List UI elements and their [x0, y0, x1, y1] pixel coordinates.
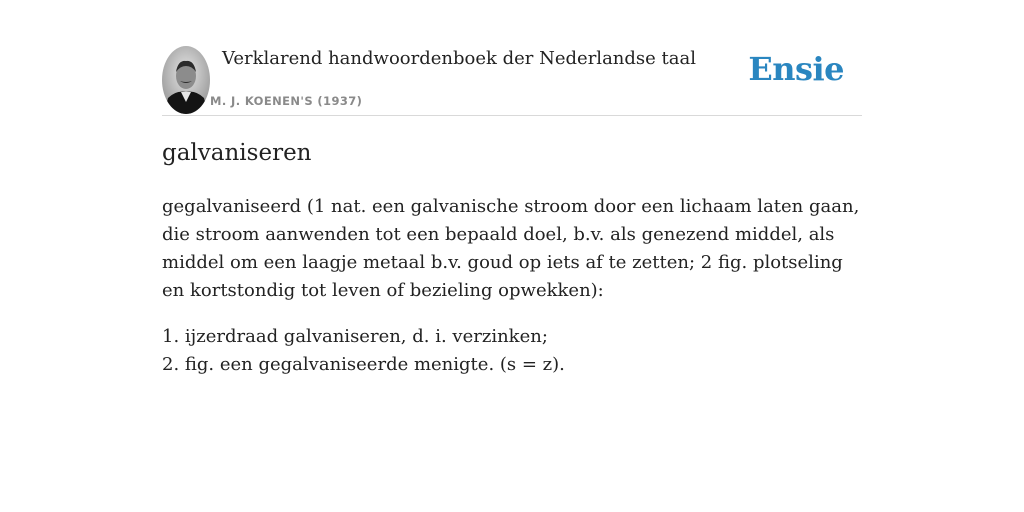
book-title: Verklarend handwoordenboek der Nederlandse taal — [222, 48, 696, 69]
source-header — [162, 46, 862, 116]
example-list — [162, 323, 862, 379]
author-credit: M. J. KOENEN'S (1937) — [210, 94, 363, 108]
list-item: 2. fig. een gegalvaniseerde menigte. (s = z). — [162, 354, 565, 375]
entry-definition: gegalvaniseerd (1 nat. een galvanische stroom door een lichaam laten gaan, die stroom aanwenden tot een bepaald doel, b.v. als genezend middel, als middel om een laagje metaal b.v. goud op iets af te zetten; 2 fig. plotseling en kortstondig tot leven of bezieling opwekken): — [162, 196, 860, 301]
entry-headword: galvaniseren — [162, 140, 312, 166]
author-portrait — [162, 46, 210, 114]
ensie-logo-link[interactable]: Ensie — [748, 50, 844, 88]
list-item: 1. ijzerdraad galvaniseren, d. i. verzinken; — [162, 326, 548, 347]
